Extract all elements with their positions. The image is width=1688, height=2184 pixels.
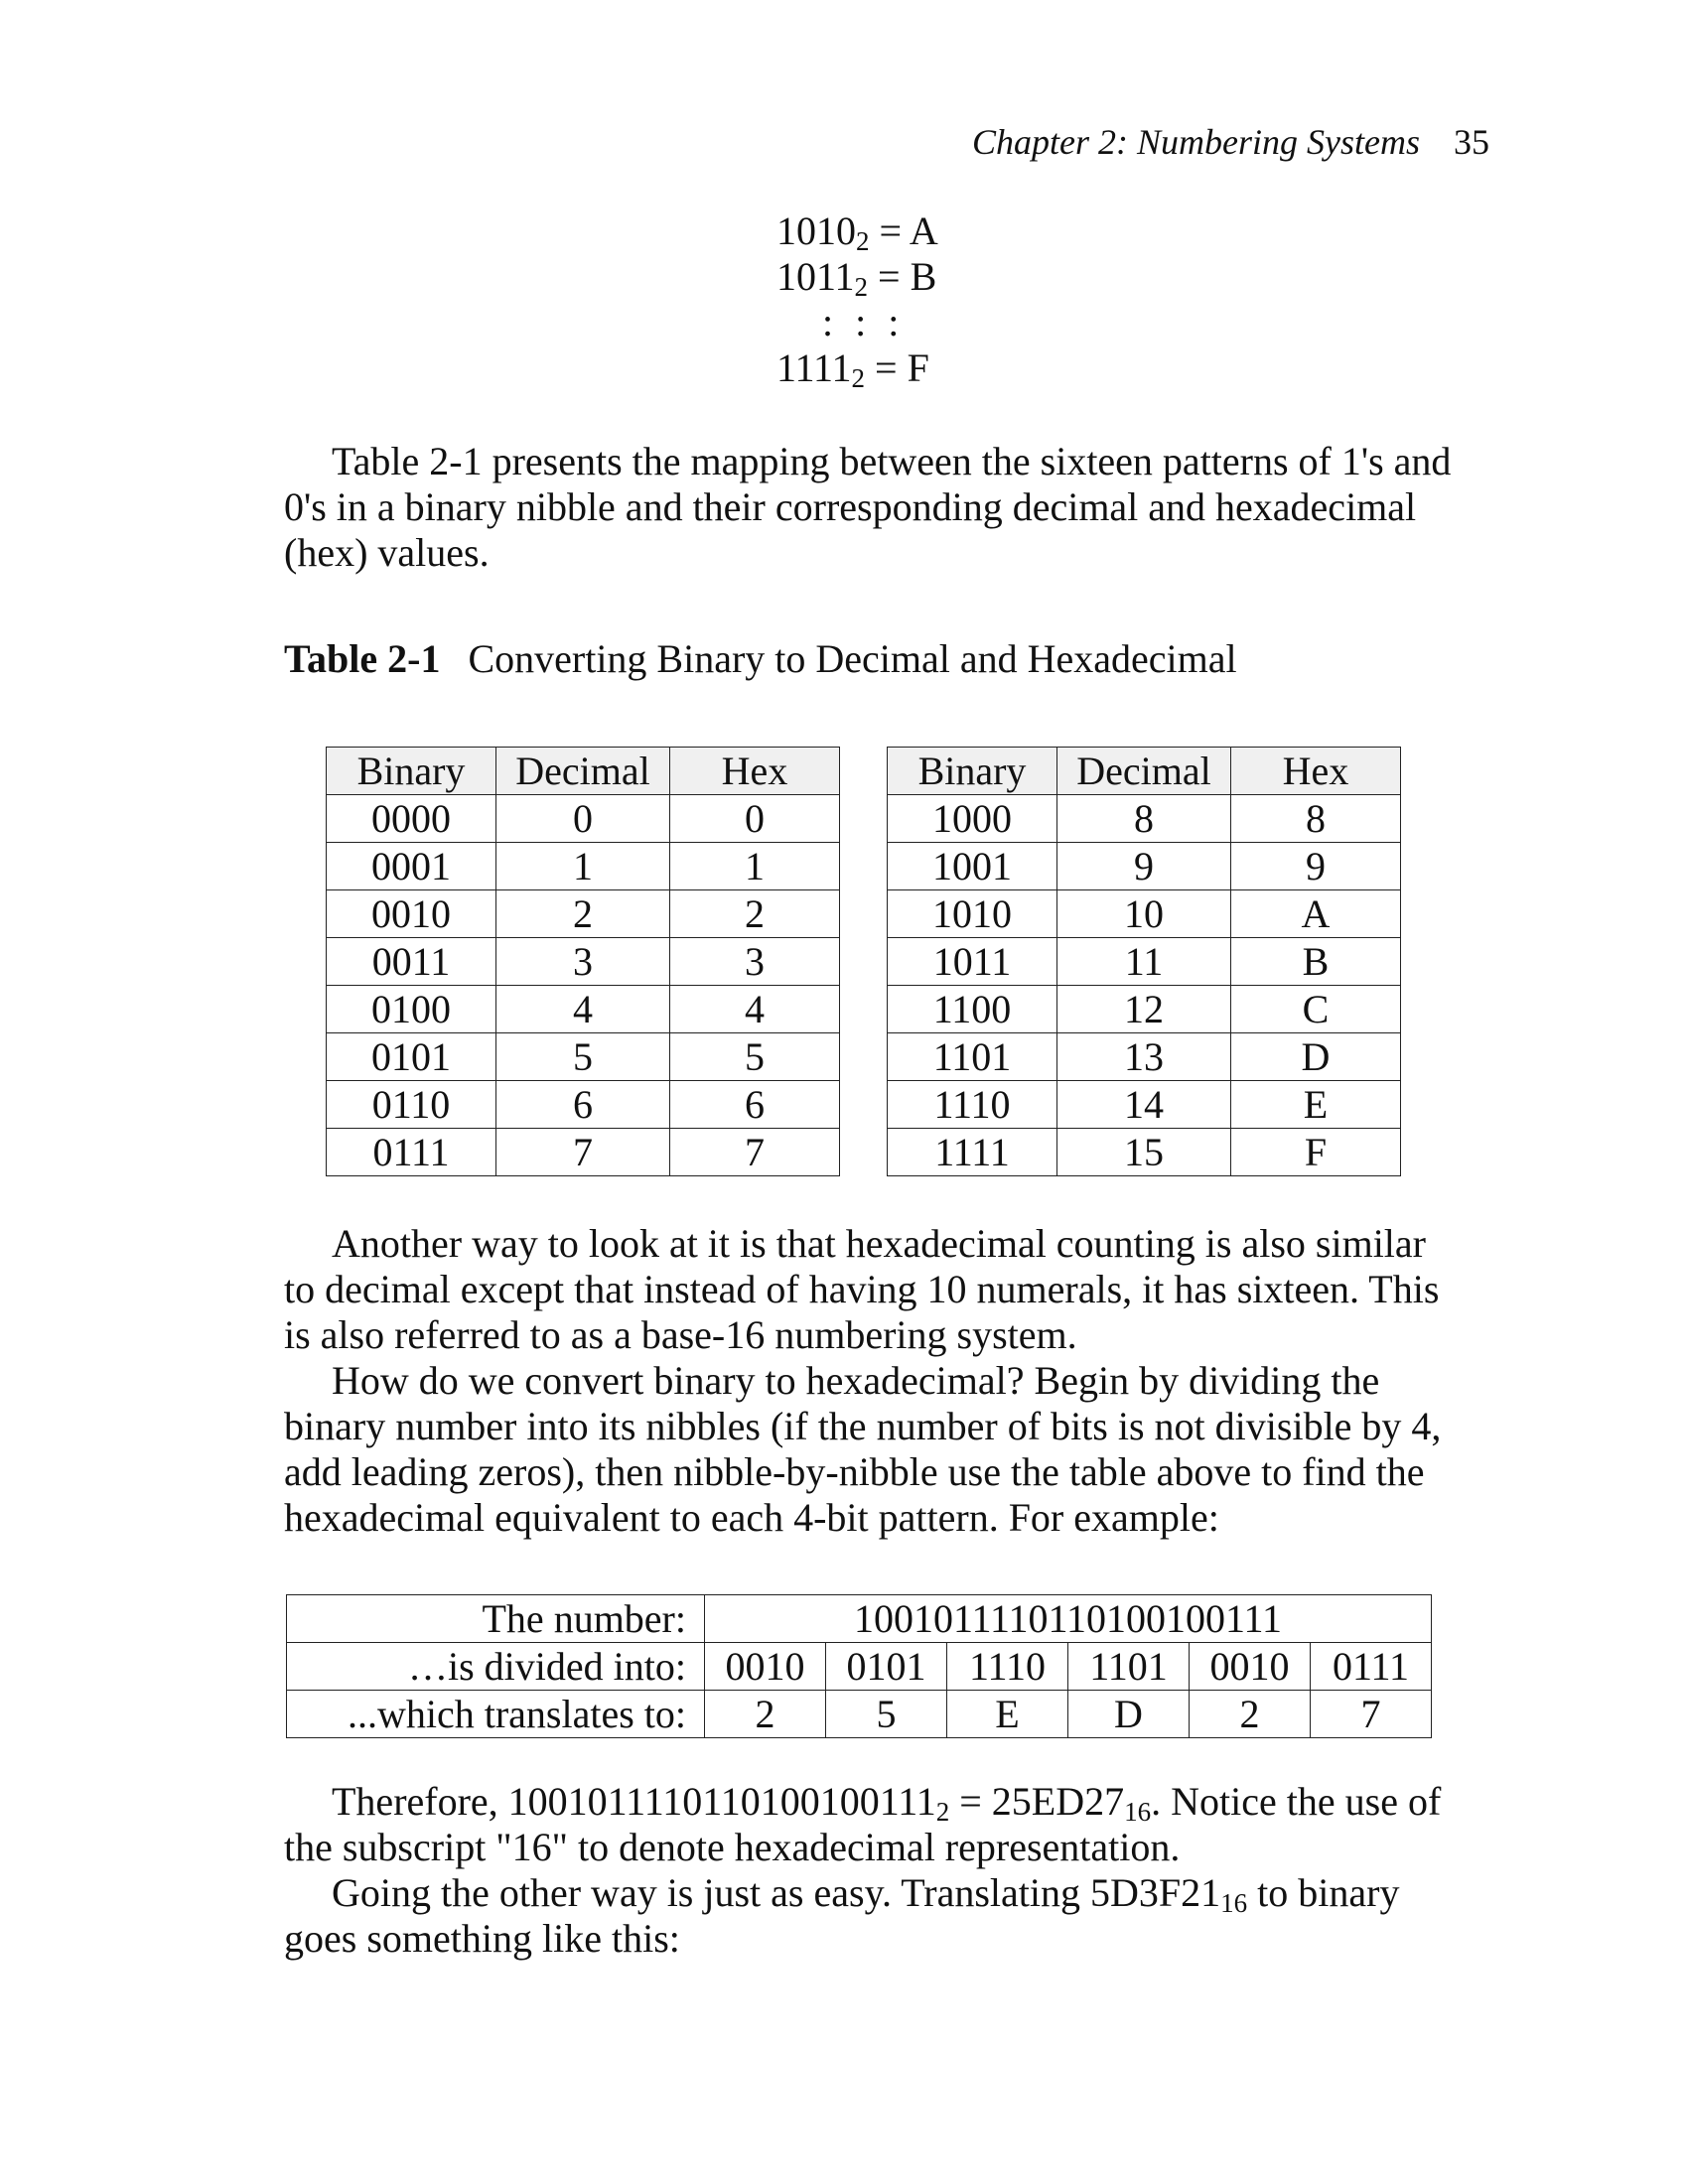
- nibble-cell: 0111: [1311, 1643, 1432, 1691]
- running-header: [972, 121, 1489, 163]
- chapter-title: Chapter 2: Numbering Systems: [972, 122, 1420, 162]
- table-row: 0110 6 6: [327, 1081, 840, 1129]
- table-row: 0011 3 3: [327, 938, 840, 986]
- paragraph-conversion-method: How do we convert binary to hexadecimal? Begin by dividing the binary number into its nibbles (if the number of bits is not divisible by 4, add leading zeros), then nibble-by-nibble use the table above to find the hexadecimal equivalent to each 4-bit pattern. For example:: [284, 1358, 1442, 1540]
- label-translates-to: ...which translates to:: [287, 1691, 705, 1738]
- example-row-nibbles: [287, 1643, 1432, 1691]
- hex-digit-cell: 2: [705, 1691, 826, 1738]
- table-row: 1011 11 B: [888, 938, 1401, 986]
- hex-digit-cell: 5: [826, 1691, 947, 1738]
- table-row: 0100 4 4: [327, 986, 840, 1033]
- example-row-hex: [287, 1691, 1432, 1738]
- nibble-cell: 0010: [1190, 1643, 1311, 1691]
- header-hex: Hex: [1231, 748, 1401, 795]
- label-the-number: The number:: [287, 1595, 705, 1643]
- equation-row: $1011_2 = B$: [776, 254, 937, 302]
- page-number: 35: [1454, 122, 1489, 162]
- table-caption: [284, 635, 1237, 682]
- conversion-table-right: [887, 747, 1401, 1176]
- table-row: 1111 15 F: [888, 1129, 1401, 1176]
- example-row-number: [287, 1595, 1432, 1643]
- body-text-closing: [284, 1779, 1456, 1962]
- table-caption-title: Converting Binary to Decimal and Hexadecimal: [468, 636, 1237, 681]
- paragraph-therefore: Therefore, $1001011110110100100111_2 = 25ED27_{16}$. Notice the use of the subscript "16" to denote hexadecimal representation.: [284, 1779, 1442, 1869]
- table-row: 1000 8 8: [888, 795, 1401, 843]
- conversion-table-left: [326, 747, 840, 1176]
- table-row: 0101 5 5: [327, 1033, 840, 1081]
- paragraph-base16: Another way to look at it is that hexadecimal counting is also similar to decimal except that instead of having 10 numerals, it has sixteen. This is also referred to as a base-16 numbering system.: [284, 1221, 1440, 1357]
- header-decimal: Decimal: [1057, 748, 1231, 795]
- conversion-example-table: [286, 1594, 1432, 1738]
- nibble-cell: 0010: [705, 1643, 826, 1691]
- hex-digit-cell: E: [947, 1691, 1068, 1738]
- table-row: 1001 9 9: [888, 843, 1401, 890]
- table-header-row: [327, 748, 840, 795]
- table-caption-label: Table 2-1: [284, 636, 441, 681]
- hex-digit-cell: 2: [1190, 1691, 1311, 1738]
- table-row: 1101 13 D: [888, 1033, 1401, 1081]
- equation-ellipsis: : : :: [822, 300, 906, 344]
- header-binary: Binary: [327, 748, 496, 795]
- paragraph-other-way: Going the other way is just as easy. Translating $5D3F21_{16}$ to binary goes something like this:: [284, 1870, 1400, 1961]
- table-row: 1100 12 C: [888, 986, 1401, 1033]
- body-text: [284, 1221, 1456, 1541]
- header-hex: Hex: [670, 748, 840, 795]
- equation-row: $1010_2 = A$: [776, 208, 938, 256]
- label-divided-into: …is divided into:: [287, 1643, 705, 1691]
- header-decimal: Decimal: [496, 748, 670, 795]
- hex-digit-cell: 7: [1311, 1691, 1432, 1738]
- paragraph-intro: Table 2-1 presents the mapping between the sixteen patterns of 1's and 0's in a binary nibble and their corresponding decimal and hexadecimal (hex) values.: [284, 439, 1452, 575]
- nibble-cell: 1101: [1068, 1643, 1190, 1691]
- example-binary-number: 1001011110110100100111: [705, 1595, 1432, 1643]
- table-row: 1110 14 E: [888, 1081, 1401, 1129]
- table-row: 0000 0 0: [327, 795, 840, 843]
- table-row: 0010 2 2: [327, 890, 840, 938]
- hex-digit-cell: D: [1068, 1691, 1190, 1738]
- table-row: 0001 1 1: [327, 843, 840, 890]
- table-header-row: [888, 748, 1401, 795]
- table-row: 0111 7 7: [327, 1129, 840, 1176]
- binary-hex-equations: [0, 208, 1688, 391]
- nibble-cell: 0101: [826, 1643, 947, 1691]
- header-binary: Binary: [888, 748, 1057, 795]
- equation-row: $1111_2 = F$: [776, 345, 929, 393]
- table-row: 1010 10 A: [888, 890, 1401, 938]
- nibble-cell: 1110: [947, 1643, 1068, 1691]
